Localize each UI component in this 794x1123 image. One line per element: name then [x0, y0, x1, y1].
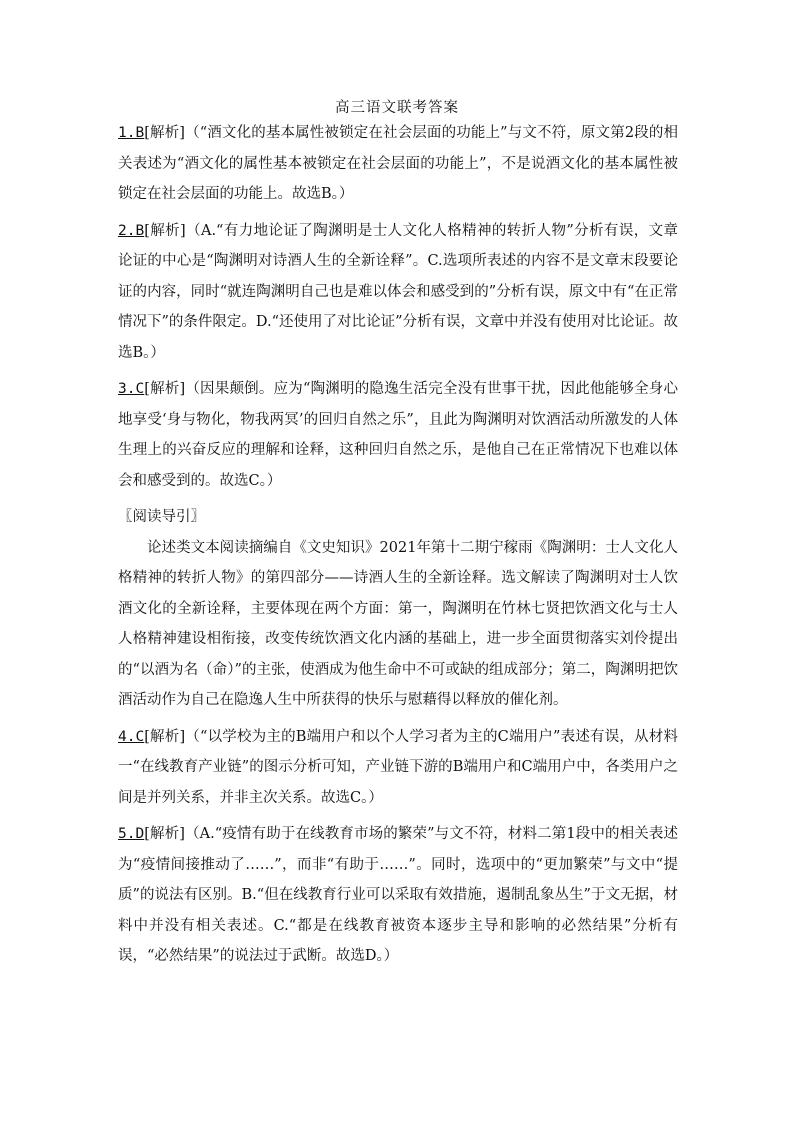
answer-4 [118, 722, 678, 814]
answer-number: 2.B [118, 222, 145, 239]
answer-3 [118, 374, 678, 496]
answer-text: [解析]（“以学校为主的B端用户和以个人学习者为主的C端用户”表述有误，从材料一“在线教育产业链”的图示分析可知，产业链下游的B端用户和C端用户中，各类用户之间是并列关系，并非主次关系。故选C。） [118, 728, 678, 806]
page-title: 高三语文联考答案 [335, 100, 459, 116]
answer-text: [解析]（A.“疫情有助于在线教育市场的繁荣”与文不符，材料二第1段中的相关表述为“疫情间接推动了……”，而非“有助于……”。同时，选项中的“更加繁荣”与文中“提质”的说法有区别。B.“但在线教育行业可以采取有效措施，遏制乱象丛生”于文无据，材料中并没有相关表述。C.“都是在线教育被资本逐步主导和影响的必然结果”分析有误，“必然结果”的说法过于武断。故选D。） [118, 826, 678, 964]
answer-5 [118, 819, 678, 972]
answer-text: [解析]（A.“有力地论证了陶渊明是士人文化人格精神的转折人物”分析有误，文章论证的中心是“陶渊明对诗酒人生的全新诠释”。C.选项所表述的内容不是文章末段要论证的内容，同时“就连陶渊明自己也是难以体会和感受到的”分析有误，原文中有“在正常情况下”的条件限定。D.“还使用了对比论证”分析有误，文章中并没有使用对比论证。故选B。） [118, 222, 678, 361]
answer-text: [解析]（“酒文化的基本属性被锁定在社会层面的功能上”与文不符，原文第2段的相关表述为“酒文化的属性基本被锁定在社会层面的功能上”，不是说酒文化的基本属性被锁定在社会层面的功能上。故选B。） [118, 125, 678, 202]
answer-number: 5.D [118, 826, 145, 842]
answer-1 [118, 118, 678, 210]
answer-number: 1.B [118, 125, 145, 141]
answer-text: [解析]（因果颠倒。应为“陶渊明的隐逸生活完全没有世事干扰，因此他能够全身心地享受‘身与物化，物我两冥’的回归自然之乐”，且此为陶渊明对饮酒活动所激发的人体生理上的兴奋反应的理解和诠释，这种回归自然之乐，是他自己在正常情况下也难以体会和感受到的。故选C。） [118, 381, 678, 489]
reading-guide-text: 论述类文本阅读摘编自《文史知识》2021年第十二期宁稼雨《陶渊明：士人文化人格精神的转折人物》的第四部分——诗酒人生的全新诠释。选文解读了陶渊明对士人饮酒文化的全新诠释，主要体现在两个方面：第一，陶渊明在竹林七贤把饮酒文化与士人人格精神建设相衔接，改变传统饮酒文化内涵的基础上，进一步全面贯彻落实刘伶提出的“以酒为名（命）”的主张，使酒成为他生命中不可或缺的组成部分；第二，陶渊明把饮酒活动作为自己在隐逸人生中所获得的快乐与慰藉得以释放的催化剂。 [118, 539, 678, 708]
answer-number: 3.C [118, 381, 145, 397]
answer-number: 4.C [118, 728, 145, 745]
reading-guide-heading: 〖阅读导引〗 [118, 509, 205, 525]
answer-2 [118, 216, 678, 369]
answer-body [118, 118, 678, 978]
